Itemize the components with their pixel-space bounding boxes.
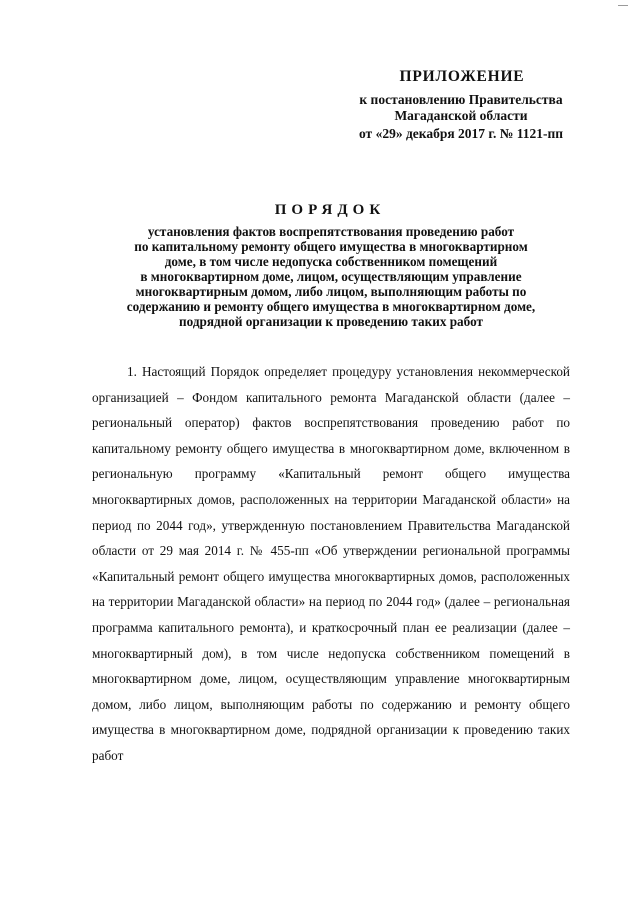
document-subtitle (92, 224, 570, 329)
scan-mark (618, 5, 628, 6)
paragraph-1: 1. Настоящий Порядок определяет процедуру установления некоммерческой организацией – Фондом капитального ремонта Магаданской области (далее – региональный оператор) фактов воспрепятствования проведению работ по капитальному ремонту общего имущества в многоквартирном доме, включенном в региональную программу «Капитальный ремонт общего имущества многоквартирных домов, расположенных на территории Магаданской области» на период по 2044 год», утвержденную постановлением Правительства Магаданской области от 29 мая 2014 г. № 455-пп «Об утверждении региональной программы «Капитальный ремонт общего имущества многоквартирных домов, расположенных на территории Магаданской области» на период по 2044 год» (далее – региональная программа капитального ремонта), и краткосрочный план ее реализации (далее – многоквартирный дом), в том числе недопуска собственником помещений в многоквартирном доме, лицом, осуществляющим управление многоквартирным домом, либо лицом, выполняющим работы по содержанию и ремонту общего имущества в многоквартирном доме, подрядной организации к проведению таких работ (92, 364, 570, 763)
appendix-date-line: от «29» декабря 2017 г. № 1121-пп (358, 126, 564, 141)
document-title: ПОРЯДОК (274, 202, 386, 218)
appendix-reference (330, 92, 592, 124)
appendix-reference-text: к постановлению Правительства Магаданской области (359, 92, 563, 123)
document-subtitle-text: установления фактов воспрепятствования проведению работ по капитальному ремонту общего имущества в многоквартирном доме, в том числе недопуска собственником помещений в многоквартирном доме, лицом, осуществляющим управление многоквартирным домом, либо лицом, выполняющим работы по содержанию и ремонту общего имущества в многоквартирном доме, подрядной организации к проведению таких работ (126, 224, 536, 329)
appendix-title: ПРИЛОЖЕНИЕ (399, 68, 525, 85)
